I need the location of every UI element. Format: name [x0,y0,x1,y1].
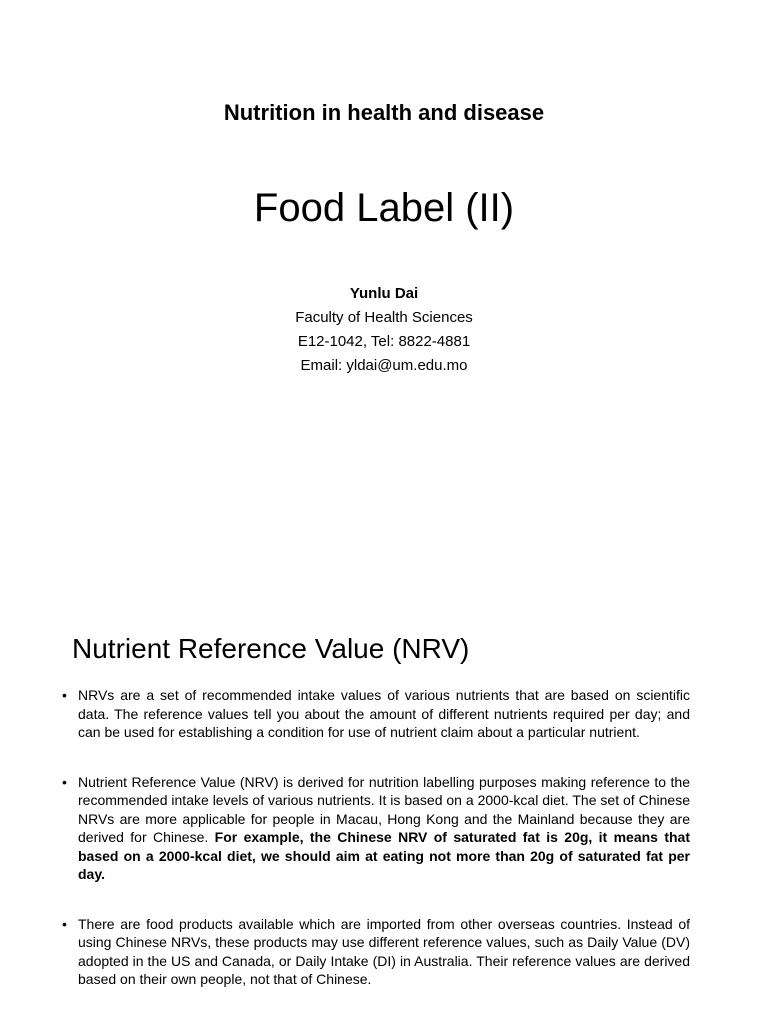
bullet-text: There are food products available which are imported from other overseas countries. Instead of using Chinese NRVs, these products may use different reference values, such as Daily Value (DV) adopted in the US and Canada, or Daily Intake (DI) in Australia. Their reference values are derived based on their own people, not that of Chinese. [78,915,690,987]
bullet-bold-text: For example, the Chinese NRV of saturated fat is 20g, it means that based on a 2000-kcal diet, we should aim at eating not more than 20g of saturated fat per day. [78,829,690,882]
bullet-text: NRVs are a set of recommended intake values of various nutrients that are based on scientific data. The reference values tell you about the amount of different nutrients required per day; and can be used for establishing a condition for use of nutrient claim about a particular nutrient. [78,687,690,740]
bullet-item [62,773,690,884]
slide-title: Nutrient Reference Value (NRV) [72,633,470,664]
author-contact: E12-1042, Tel: 8822-4881 [297,333,471,350]
bullet-list [62,686,690,1020]
bullet-text: Nutrient Reference Value (NRV) is derived for nutrition labelling purposes making reference to the recommended intake levels of various nutrients. It is based on a 2000-kcal diet. The set of Chinese NRVs are more applicable for people in Macau, Hong Kong and the Mainland because they are derived for Chinese. [78,773,690,845]
bullet-item [62,915,690,989]
author-name: Yunlu Dai [349,285,419,302]
main-title: Food Label (II) [253,186,515,230]
author-faculty: Faculty of Health Sciences [295,309,473,326]
nrv-slide [0,576,768,1024]
course-title: Nutrition in health and disease [223,100,545,125]
bullet-item [62,686,690,742]
author-email: Email: yldai@um.edu.mo [300,357,468,374]
author-block [0,282,768,378]
